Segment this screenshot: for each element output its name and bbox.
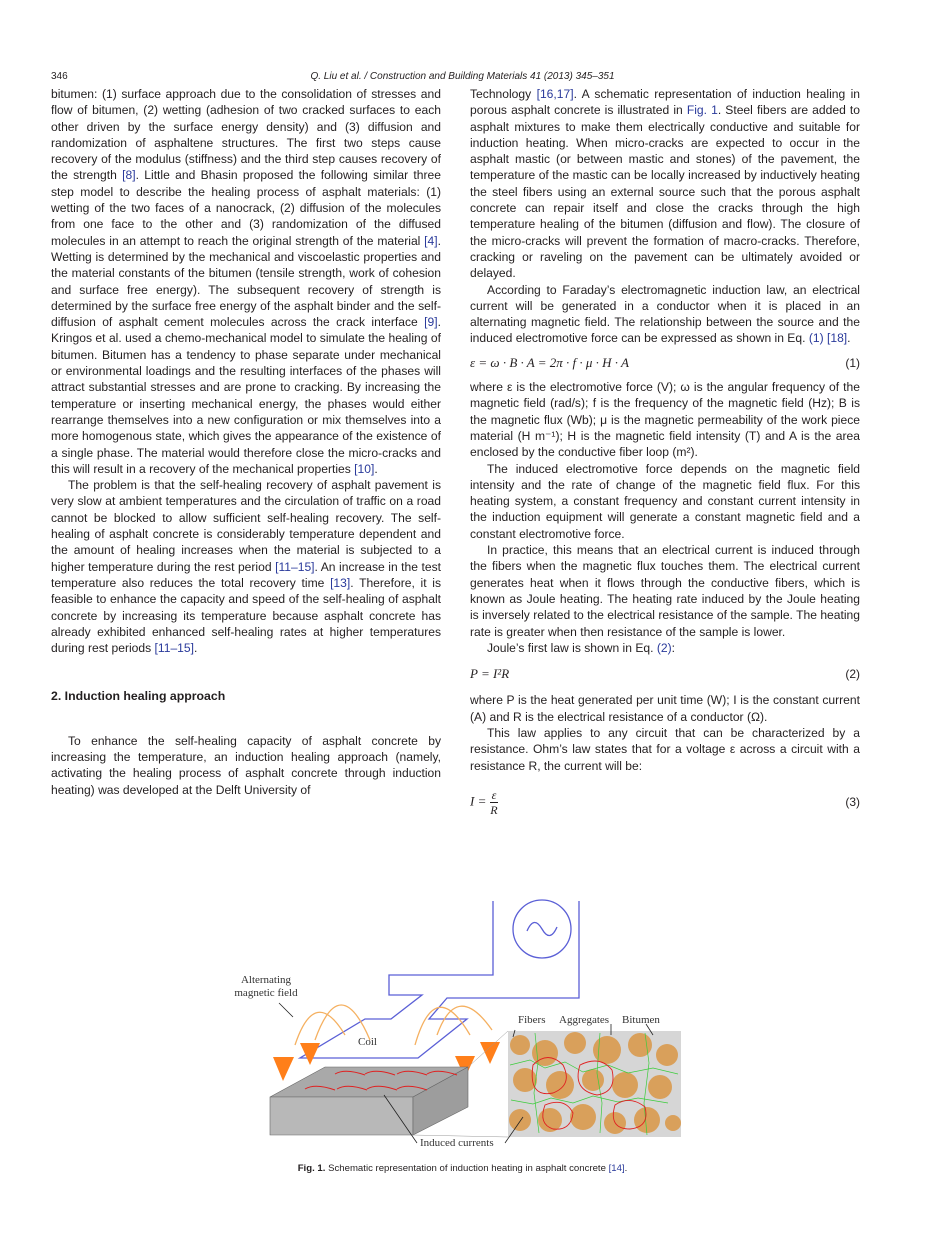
text-run: Joule’s first law is shown in Eq.	[487, 640, 657, 655]
text-run: The problem is that the self-healing recovery of asphalt pavement is very slow at ambient temperatures and the circulation of traffic on a road cannot be blocked to allow sufficient self-healing recovery. The self-healing of asphalt concrete is considerably temperature dependent and the amount of healing increases when the material is subjected to a higher temperature during the rest period	[51, 478, 441, 574]
paragraph	[470, 692, 860, 725]
right-column	[470, 86, 860, 825]
citation-link[interactable]: [18]	[826, 331, 848, 346]
paragraph-text	[470, 542, 860, 640]
citation-link[interactable]: (2)	[656, 640, 672, 655]
text-run: . Steel fibers are added to asphalt mixtures to make them electrically conductive and suitable for induction heating. When micro-cracks are expected to occur in the asphalt mastic (or between mastic and stones) of the pavement, the temperature of the mastic can be locally increased by inductively heating the steel fibers using an external source such that the porous asphalt concrete can repair itself and close the cracks through the high temperature healing of the bitumen (diffusion and flow). The closure of the micro-cracks will prevent the formation of macro-cracks. Therefore, cracking or raveling on the pavement can be ultimately avoided or delayed.	[470, 103, 860, 281]
text-run: where P is the heat generated per unit time (W); I is the constant current (A) and R is the electrical resistance of a conductor (Ω).	[470, 693, 860, 724]
section-paragraphs	[51, 733, 441, 798]
paragraph-text	[51, 733, 441, 798]
microstructure-inset	[508, 1031, 681, 1137]
paragraph-text	[470, 461, 860, 542]
text-run: . Wetting is determined by the mechanical and viscoelastic properties and the material constants of the bitumen (tensile strength, work of cohesion and surface free energy). The subsequent recovery of strength is determined by the surface free energy of the asphalt binder and the self-diffusion of asphalt cement molecules across the crack interface	[51, 233, 441, 330]
paragraph-text	[470, 282, 860, 347]
paragraph	[470, 640, 860, 656]
equation-2	[470, 666, 860, 682]
paragraph	[470, 725, 860, 774]
citation-link[interactable]: [13]	[330, 575, 351, 590]
text-run: .	[847, 331, 851, 346]
left-column	[51, 86, 441, 798]
numerator: ε	[491, 787, 497, 802]
citation-link[interactable]: [4]	[424, 233, 438, 248]
equation-formula: ε = ω · B · A = 2π · f · μ · H · A	[470, 354, 630, 370]
text-run: To enhance the self-healing capacity of asphalt concrete by increasing the temperature, an induction healing approach (namely, activating the healing process of asphalt concrete through induction heating) was developed at the Delft University of	[51, 733, 441, 797]
caption-text: Schematic representation of induction heating in asphalt concrete	[328, 1163, 609, 1174]
equation-number: (2)	[845, 667, 860, 682]
equation-number: (3)	[845, 795, 860, 810]
citation-link[interactable]: [11–15]	[275, 559, 315, 574]
label-induced-currents: Induced currents	[420, 1137, 494, 1149]
label-aggregates: Aggregates	[559, 1014, 610, 1026]
text-run: . Kringos et al. used a chemo-mechanical model to simulate the healing of bitumen. Bitumen has a tendency to phase separate under mechanical or environmental loadings and the resulting interfaces of the phases will attract substantial stresses and are prone to cracking. By increasing the temperature or inserting mechanical energy, the phases would either rearrange themselves into a new configuration or mix themselves into a more homogenous state, which gives the appearance of the existence of a single phase. The material would therefore close the micro-cracks and this will result in a recovery of the mechanical properties	[51, 315, 441, 476]
figure-caption: Fig. 1. Schematic representation of induction heating in asphalt concrete [14].	[297, 1163, 628, 1174]
field-lines	[295, 1005, 492, 1045]
citation-link[interactable]: [11–15]	[154, 641, 194, 656]
text-run: The induced electromotive force depends on the magnetic field intensity and the rate of change of the magnetic field flux. For this heating system, a constant frequency and constant current intensity in the induction equipment will generate a constant magnetic field and a constant electromotive force.	[470, 461, 860, 541]
label-coil: Coil	[358, 1036, 377, 1048]
text-run: .	[374, 461, 378, 476]
paragraph-text	[51, 477, 441, 656]
text-run: . Little and Bhasin proposed the following similar three step model to describe the healing process of asphalt materials: (1) wetting of the two faces of a nanocrack, (2) diffusion of the molecules from one face to the other and (3) randomization of the diffused molecules in an attempt to reach the original strength of the material	[51, 168, 442, 248]
citation-link[interactable]: [10]	[354, 461, 375, 476]
text-run: bitumen: (1) surface approach due to the consolidation of stresses and flow of bitumen, (2) wetting (adhesion of two cracked surfaces to each other driven by the surface energy density) and (3) diffusion and randomization of asphaltene structures. The first two steps cause recovery of the modulus (stiffness) and the third step causes recovery of the strength	[51, 87, 441, 183]
citation-link[interactable]: [14]	[608, 1163, 625, 1174]
equation-3	[470, 788, 860, 817]
citation-link[interactable]: [8]	[122, 168, 136, 183]
paragraph-text	[470, 379, 860, 460]
fraction	[490, 788, 499, 817]
label-alternating-magnetic-field: Alternating magnetic field	[234, 974, 298, 999]
paragraph	[470, 282, 860, 347]
text-run: :	[671, 640, 675, 655]
paragraph	[470, 379, 860, 460]
paragraph	[470, 461, 860, 542]
citation-link[interactable]: [9]	[424, 315, 438, 330]
citation-link[interactable]: Fig. 1	[686, 103, 718, 118]
denominator: R	[490, 802, 498, 817]
page-number: 346	[51, 71, 68, 82]
paragraph	[470, 86, 860, 282]
text-run: . A schematic representation of induction healing in porous asphalt concrete is illustrated in	[470, 87, 861, 118]
equation-1	[470, 355, 860, 371]
citation-link[interactable]: [16,17]	[536, 87, 574, 101]
paragraph	[470, 542, 860, 640]
equation-lhs: I =	[470, 793, 487, 809]
paragraph-text	[51, 86, 441, 477]
figure-1	[215, 885, 695, 1155]
text-run: where ε is the electromotive force (V); ω is the angular frequency of the magnetic field (rad/s); f is the frequency of the magnetic field (Hz); B is the magnetic flux (Wb); μ is the magnetic permeability of the work piece material (H m⁻¹); H is the magnetic field intensity (T) and A is the area enclosed by the conductive fiber loop (m²).	[470, 380, 860, 460]
text-run: This law applies to any circuit that can be characterized by a resistance. Ohm’s law states that for a voltage ε across a circuit with a resistance R, the current will be:	[470, 725, 860, 773]
label-fibers: Fibers	[518, 1014, 546, 1026]
equation-formula: P = I²R	[470, 666, 510, 682]
section-heading: 2. Induction healing approach	[51, 689, 226, 704]
paragraph-text	[470, 692, 860, 725]
running-head: Q. Liu et al. / Construction and Building Materials 41 (2013) 345–351	[310, 71, 615, 82]
left-paragraphs	[51, 86, 441, 656]
text-run: .	[193, 641, 198, 656]
equation-number: (1)	[845, 355, 860, 370]
caption-label: Fig. 1.	[297, 1163, 326, 1174]
citation-link[interactable]: (1)	[808, 331, 824, 346]
text-run: . An increase in the test temperature also reduces the total recovery time	[51, 559, 441, 590]
asphalt-slab	[270, 1067, 468, 1135]
text-run: Technology	[470, 87, 537, 101]
label-bitumen: Bitumen	[622, 1014, 660, 1026]
text-run: According to Faraday’s electromagnetic induction law, an electrical current will be generated in a conductor when it is placed in an alternating magnetic field. The relationship between the source and the induced electromotive force can be expressed as shown in Eq.	[470, 282, 860, 346]
text-run: In practice, this means that an electrical current is induced through the fibers when the magnetic flux touches them. The electrical current generates heat when it flows through the conductive fibers, which is known as Joule heating. The heating rate induced by the Joule heating is inversely related to the electrical resistance of the sample. The heating rate is greater when then resistance of the sample is lower.	[470, 543, 860, 639]
text-run: . Therefore, it is feasible to enhance the capacity and speed of the self-healing of asphalt concrete by increasing its temperature because asphalt concrete has already exhibited enhanced self-healing rates at higher temperatures during rest periods	[51, 575, 442, 656]
paragraph-text	[470, 725, 860, 774]
paragraph-text	[470, 640, 860, 656]
paragraph-text	[470, 86, 860, 282]
